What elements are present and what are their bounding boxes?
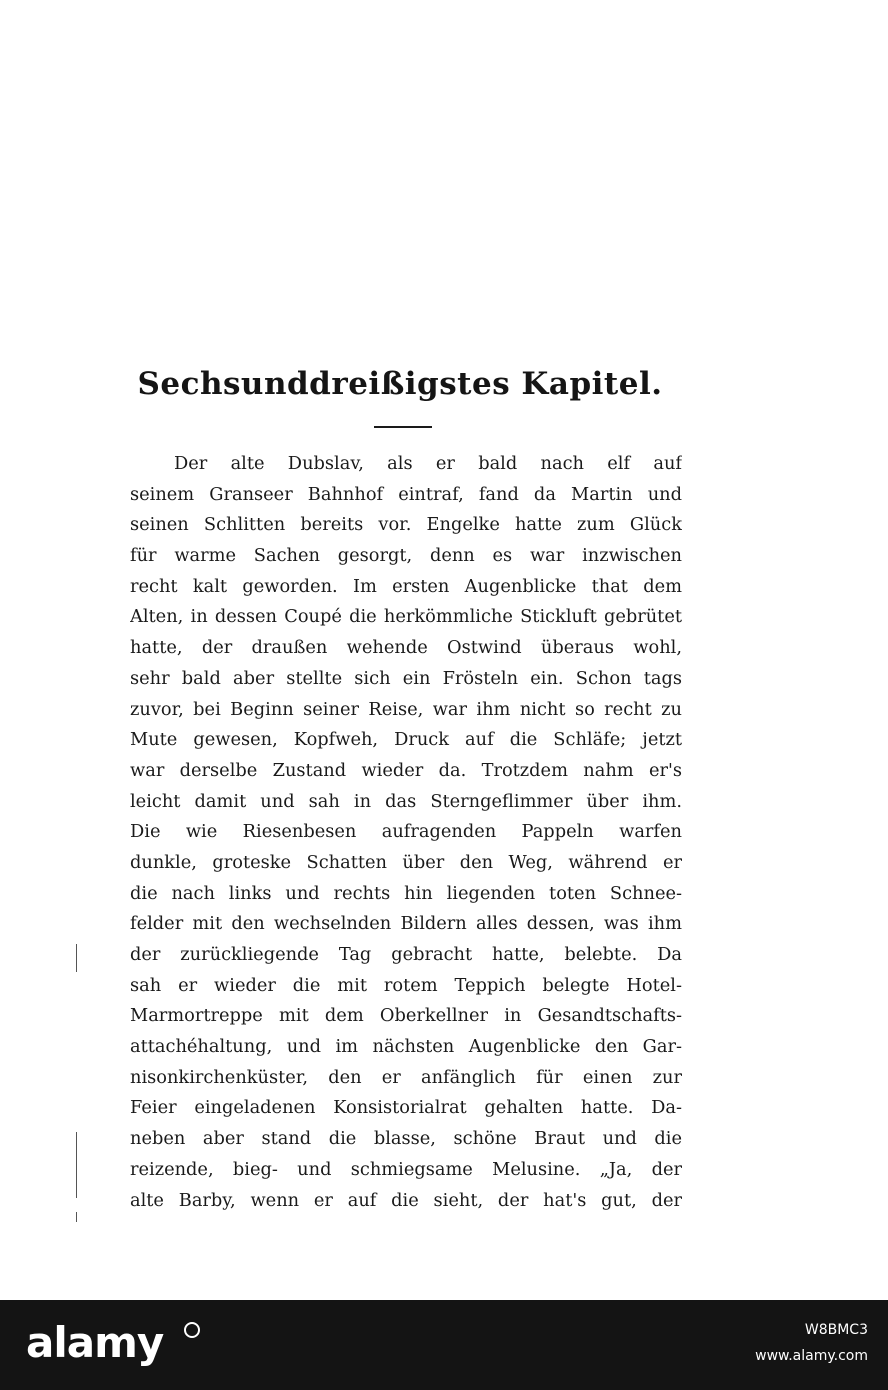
text-line: seinem Granseer Bahnhof eintraf, fand da Martin und	[130, 483, 682, 505]
text-line: dunkle, groteske Schatten über den Weg, während er	[130, 851, 682, 873]
text-line: leicht damit und sah in das Sterngeflimmer über ihm.	[130, 790, 682, 812]
margin-scan-mark	[76, 944, 77, 972]
margin-scan-mark	[76, 1212, 77, 1222]
text-line: alte Barby, wenn er auf die sieht, der hat's gut, der	[130, 1189, 682, 1211]
text-line: hatte, der draußen wehende Ostwind überaus wohl,	[130, 637, 682, 659]
image-id: W8BMC3	[804, 1322, 868, 1338]
text-line: sehr bald aber stellte sich ein Frösteln ein. Schon tags	[130, 667, 682, 689]
text-line: für warme Sachen gesorgt, denn es war inzwischen	[130, 545, 682, 567]
text-line: der zurückliegende Tag gebracht hatte, belebte. Da	[130, 944, 682, 965]
text-line: Mute gewesen, Kopfweh, Druck auf die Schläfe; jetzt	[130, 729, 682, 751]
text-line: attachéhaltung, und im nächsten Augenblicke den Gar-	[130, 1036, 682, 1058]
brand-url: www.alamy.com	[755, 1348, 868, 1364]
text-line: sah er wieder die mit rotem Teppich belegte Hotel-	[130, 974, 682, 996]
text-line: seinen Schlitten bereits vor. Engelke hatte zum Glück	[130, 514, 682, 536]
text-line: Feier eingeladenen Konsistorialrat gehalten hatte. Da-	[130, 1097, 682, 1119]
margin-scan-mark	[76, 1132, 77, 1198]
chapter-heading: Sechsunddreißigstes Kapitel.	[137, 366, 663, 402]
text-line: felder mit den wechselnden Bildern alles dessen, was ihm	[130, 913, 682, 935]
text-line: zuvor, bei Beginn seiner Reise, war ihm nicht so recht zu	[130, 698, 682, 720]
text-line: Der alte Dubslav, als er bald nach elf auf	[174, 453, 682, 474]
watermark-bar	[0, 1300, 888, 1390]
brand-logo: alamy	[26, 1318, 164, 1367]
text-line: Die wie Riesenbesen aufragenden Pappeln warfen	[130, 821, 682, 843]
text-line: war derselbe Zustand wieder da. Trotzdem nahm er's	[130, 759, 682, 781]
chapter-body	[130, 449, 682, 1216]
text-line: die nach links und rechts hin liegenden toten Schnee-	[130, 882, 682, 904]
text-line: recht kalt geworden. Im ersten Augenblicke that dem	[130, 575, 682, 597]
text-line: Alten, in dessen Coupé die herkömmliche Stickluft gebrütet	[130, 606, 682, 628]
text-line: neben aber stand die blasse, schöne Braut und die	[130, 1128, 682, 1150]
text-line: nisonkirchenküster, den er anfänglich für einen zur	[130, 1066, 682, 1088]
heading-divider	[374, 426, 432, 428]
text-line: reizende, bieg- und schmiegsame Melusine. „Ja, der	[130, 1158, 682, 1180]
brand-logo-ring-icon	[184, 1322, 200, 1338]
text-line: Marmortreppe mit dem Oberkellner in Gesandtschafts-	[130, 1005, 682, 1027]
